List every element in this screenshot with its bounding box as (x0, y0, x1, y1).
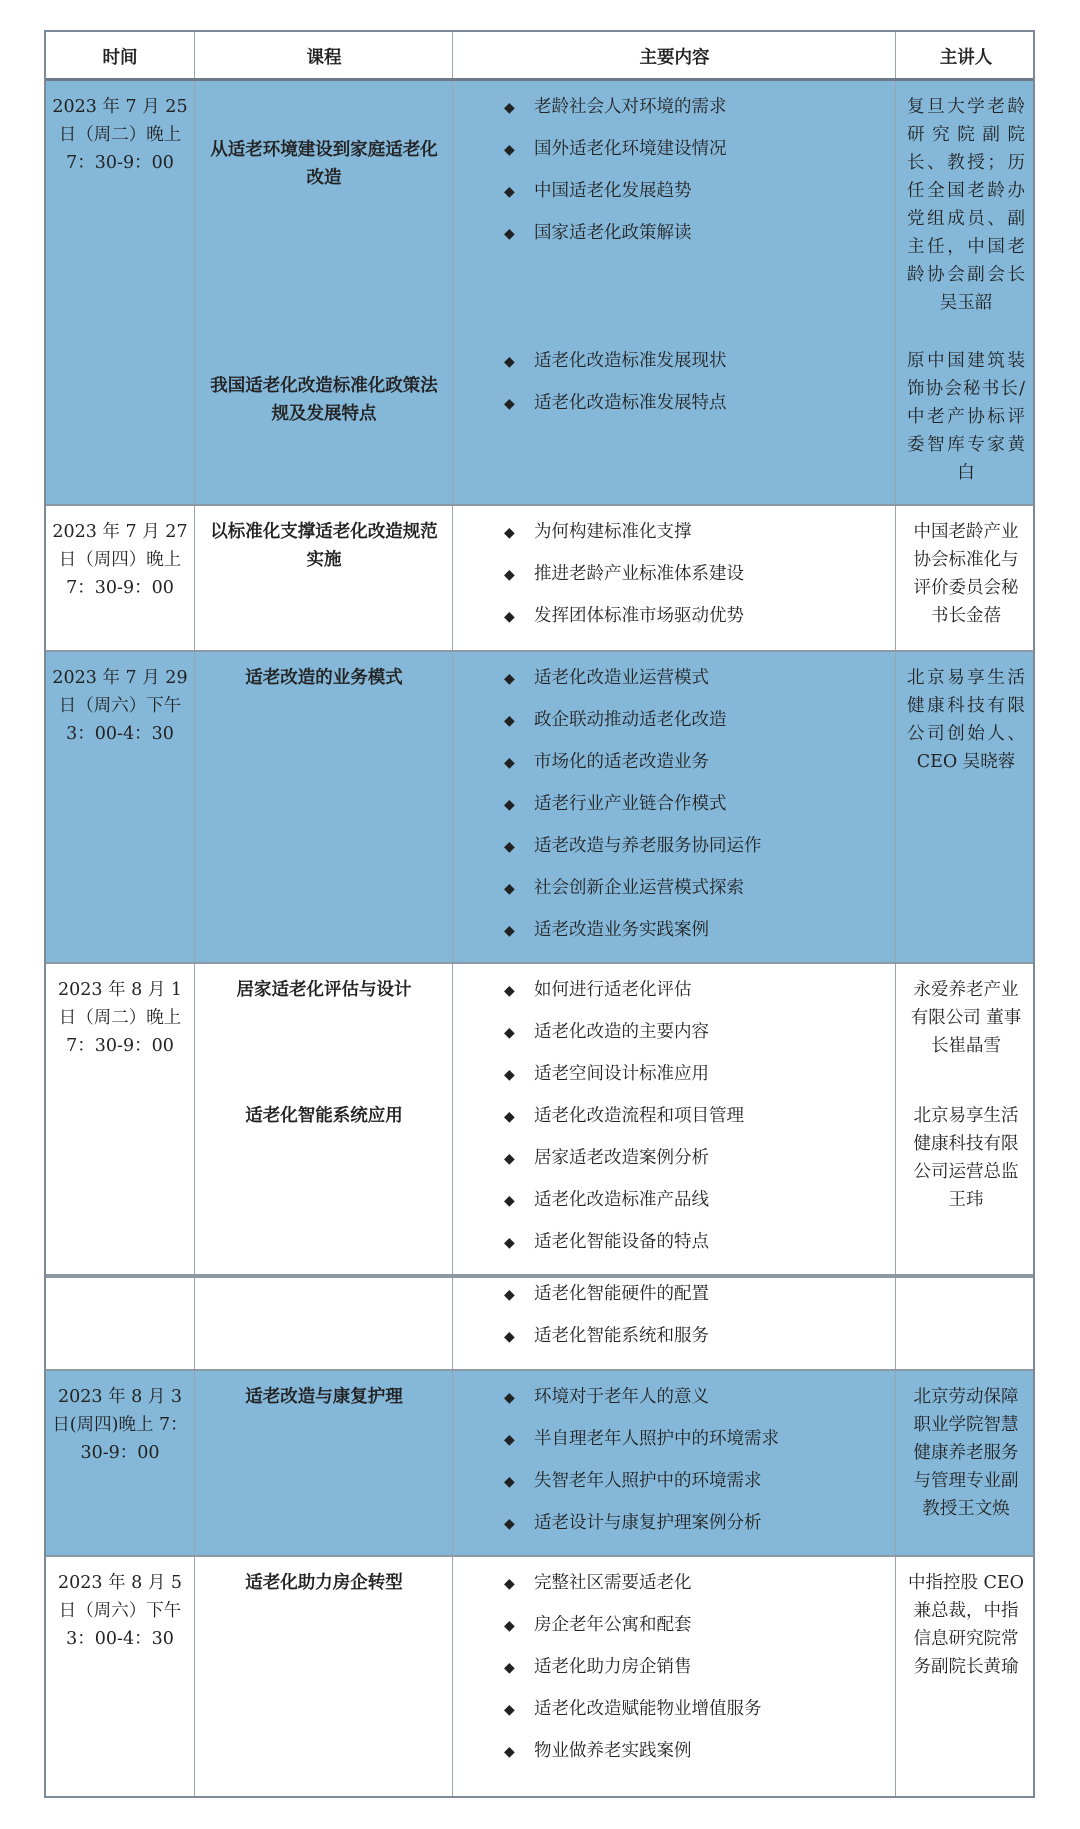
content-list (454, 1383, 895, 1551)
list-item: ◆ 环境对于老年人的意义 (504, 1383, 895, 1425)
table-row (46, 506, 1033, 652)
diamond-bullet-icon: ◆ (504, 983, 515, 999)
diamond-bullet-icon: ◆ (504, 1618, 515, 1634)
list-item: ◆ 失智老年人照护中的环境需求 (504, 1467, 895, 1509)
diamond-bullet-icon: ◆ (504, 226, 515, 242)
speaker-info: 中国老龄产业协会标准化与评价委员会秘书长金蓓 (913, 522, 1019, 626)
content-list (454, 1569, 895, 1779)
list-item: ◆ 适老设计与康复护理案例分析 (504, 1509, 895, 1551)
session-time: 2023 年 8 月 5 日（周六）下午 3：00-4：30 (57, 1573, 183, 1649)
diamond-bullet-icon: ◆ (504, 396, 515, 412)
course-title: 适老改造的业务模式 (245, 668, 403, 688)
session-time: 2023 年 7 月 27 日（周四）晚上 7：30-9：00 (52, 522, 188, 598)
table-row (46, 652, 1033, 964)
content-list (454, 93, 895, 261)
diamond-bullet-icon: ◆ (504, 1390, 515, 1406)
list-item: ◆ 适老化改造流程和项目管理 (504, 1102, 895, 1144)
list-item: ◆ 适老化改造标准产品线 (504, 1186, 895, 1228)
header-row (46, 32, 1033, 81)
diamond-bullet-icon: ◆ (504, 797, 515, 813)
course-title: 适老化智能系统应用 (245, 1106, 403, 1126)
diamond-bullet-icon: ◆ (504, 1576, 515, 1592)
diamond-bullet-icon: ◆ (504, 525, 515, 541)
diamond-bullet-icon: ◆ (504, 1744, 515, 1760)
diamond-bullet-icon: ◆ (504, 1660, 515, 1676)
diamond-bullet-icon: ◆ (504, 1235, 515, 1251)
speaker-info: 永爱养老产业有限公司 董事长崔晶雪 (910, 980, 1022, 1056)
list-item: ◆ 半自理老年人照护中的环境需求 (504, 1425, 895, 1467)
session-time: 2023 年 8 月 1 日（周二）晚上 7：30-9：00 (57, 980, 183, 1056)
table-row (46, 1276, 1033, 1371)
header-content: 主要内容 (639, 48, 710, 68)
header-speaker: 主讲人 (939, 48, 993, 68)
content-list (454, 976, 895, 1270)
course-title: 我国适老化改造标准化政策法规及发展特点 (210, 376, 438, 424)
diamond-bullet-icon: ◆ (504, 100, 515, 116)
content-list (454, 1280, 895, 1364)
speaker-info: 北京易享生活健康科技有限公司运营总监王玮 (913, 1106, 1019, 1210)
list-item: ◆ 政企联动推动适老化改造 (504, 706, 895, 748)
diamond-bullet-icon: ◆ (504, 1474, 515, 1490)
diamond-bullet-icon: ◆ (504, 881, 515, 897)
list-item: ◆ 物业做养老实践案例 (504, 1737, 895, 1779)
content-list (454, 664, 895, 958)
diamond-bullet-icon: ◆ (504, 1193, 515, 1209)
list-item: ◆ 国家适老化政策解读 (504, 219, 895, 261)
list-item: ◆ 推进老龄产业标准体系建设 (504, 560, 895, 602)
speaker-info: 原中国建筑装饰协会秘书长/中老产协标评委智库专家黄白 (907, 351, 1025, 483)
list-item: ◆ 适老改造与养老服务协同运作 (504, 832, 895, 874)
list-item: ◆ 适老化智能系统和服务 (504, 1322, 895, 1364)
list-item: ◆ 老龄社会人对环境的需求 (504, 93, 895, 135)
list-item: ◆ 适老化助力房企销售 (504, 1653, 895, 1695)
header-time: 时间 (102, 48, 138, 68)
speaker-info: 北京劳动保障职业学院智慧健康养老服务与管理专业副教授王文焕 (913, 1387, 1019, 1519)
list-item: ◆ 适老行业产业链合作模式 (504, 790, 895, 832)
table-row (46, 1557, 1033, 1796)
list-item: ◆ 如何进行适老化评估 (504, 976, 895, 1018)
list-item: ◆ 完整社区需要适老化 (504, 1569, 895, 1611)
diamond-bullet-icon: ◆ (504, 1025, 515, 1041)
diamond-bullet-icon: ◆ (504, 1329, 515, 1345)
list-item: ◆ 适老改造业务实践案例 (504, 916, 895, 958)
diamond-bullet-icon: ◆ (504, 1067, 515, 1083)
session-time: 2023 年 8 月 3 日(周四)晚上 7：30-9：00 (52, 1387, 188, 1463)
diamond-bullet-icon: ◆ (504, 1702, 515, 1718)
schedule-table (44, 30, 1035, 1798)
content-list (454, 347, 895, 431)
list-item: ◆ 适老化改造标准发展特点 (504, 389, 895, 431)
diamond-bullet-icon: ◆ (504, 1432, 515, 1448)
list-item: ◆ 适老化改造标准发展现状 (504, 347, 895, 389)
list-item: ◆ 适老化智能硬件的配置 (504, 1280, 895, 1322)
list-item: ◆ 国外适老化环境建设情况 (504, 135, 895, 177)
course-title: 居家适老化评估与设计 (236, 980, 412, 1000)
diamond-bullet-icon: ◆ (504, 184, 515, 200)
list-item: ◆ 适老化改造业运营模式 (504, 664, 895, 706)
table-row (46, 1371, 1033, 1557)
session-time: 2023 年 7 月 25 日（周二）晚上 7：30-9：00 (52, 97, 188, 173)
course-title: 从适老环境建设到家庭适老化改造 (210, 140, 438, 188)
diamond-bullet-icon: ◆ (504, 142, 515, 158)
diamond-bullet-icon: ◆ (504, 609, 515, 625)
diamond-bullet-icon: ◆ (504, 354, 515, 370)
content-list (454, 518, 895, 644)
list-item: ◆ 发挥团体标准市场驱动优势 (504, 602, 895, 644)
course-title: 适老化助力房企转型 (245, 1573, 403, 1593)
diamond-bullet-icon: ◆ (504, 1516, 515, 1532)
list-item: ◆ 为何构建标准化支撑 (504, 518, 895, 560)
speaker-info: 北京易享生活健康科技有限公司创始人、CEO 吴晓蓉 (907, 668, 1025, 772)
list-item: ◆ 适老化改造赋能物业增值服务 (504, 1695, 895, 1737)
list-item: ◆ 中国适老化发展趋势 (504, 177, 895, 219)
list-item: ◆ 社会创新企业运营模式探索 (504, 874, 895, 916)
session-time: 2023 年 7 月 29 日（周六）下午 3：00-4：30 (52, 668, 188, 744)
header-course: 课程 (306, 48, 342, 68)
list-item: ◆ 市场化的适老改造业务 (504, 748, 895, 790)
diamond-bullet-icon: ◆ (504, 923, 515, 939)
diamond-bullet-icon: ◆ (504, 755, 515, 771)
diamond-bullet-icon: ◆ (504, 839, 515, 855)
speaker-info: 复旦大学老龄研究院副院长、教授；历任全国老龄办党组成员、副主任，中国老龄协会副会长吴玉韶 (907, 97, 1025, 313)
table-row (46, 964, 1033, 1276)
speaker-info: 中指控股 CEO 兼总裁，中指信息研究院常务副院长黄瑜 (907, 1573, 1025, 1677)
course-title: 适老改造与康复护理 (245, 1387, 403, 1407)
diamond-bullet-icon: ◆ (504, 1287, 515, 1303)
course-title: 以标准化支撑适老化改造规范实施 (210, 522, 438, 570)
table-row (46, 81, 1033, 506)
diamond-bullet-icon: ◆ (504, 1109, 515, 1125)
diamond-bullet-icon: ◆ (504, 671, 515, 687)
list-item: ◆ 房企老年公寓和配套 (504, 1611, 895, 1653)
list-item: ◆ 适老化改造的主要内容 (504, 1018, 895, 1060)
list-item: ◆ 居家适老改造案例分析 (504, 1144, 895, 1186)
list-item: ◆ 适老空间设计标准应用 (504, 1060, 895, 1102)
diamond-bullet-icon: ◆ (504, 567, 515, 583)
diamond-bullet-icon: ◆ (504, 713, 515, 729)
diamond-bullet-icon: ◆ (504, 1151, 515, 1167)
list-item: ◆ 适老化智能设备的特点 (504, 1228, 895, 1270)
